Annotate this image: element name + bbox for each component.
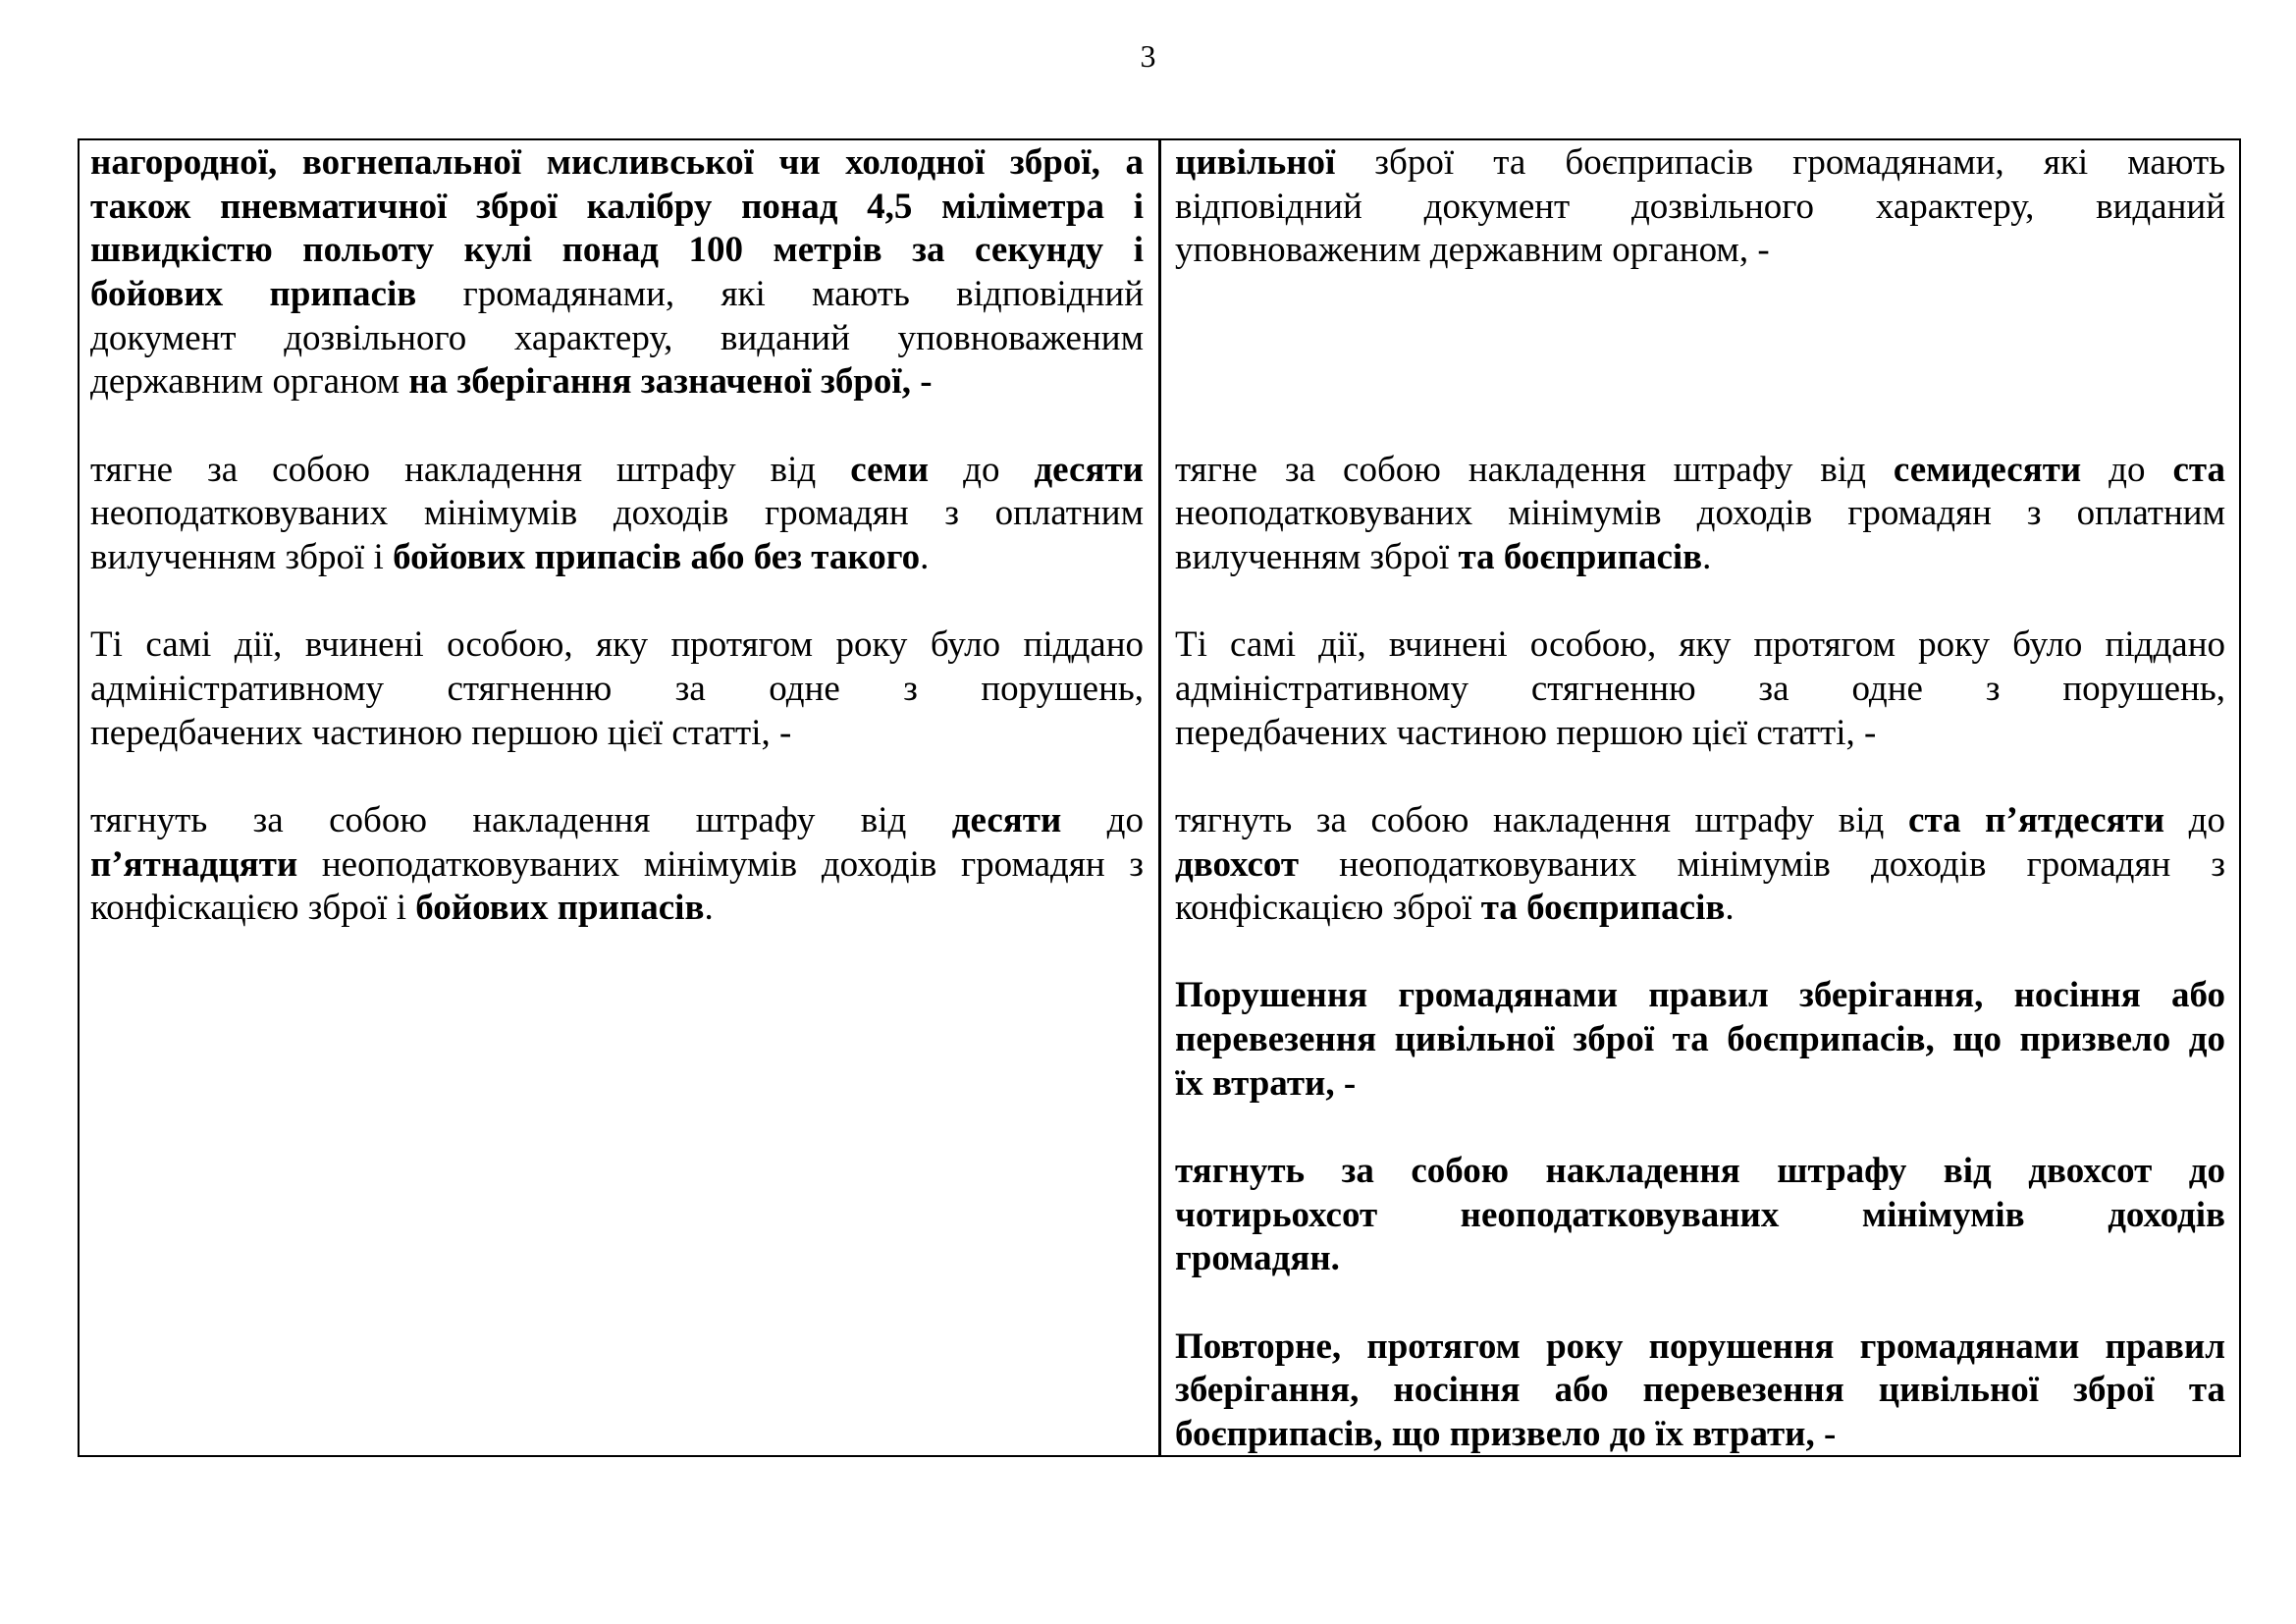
paragraph	[1175, 141, 2225, 273]
text: .	[1725, 888, 1735, 929]
bold-text: на зберігання зазначеної зброї, -	[408, 361, 933, 403]
text: адміністративному стягненню за одне з порушень,	[1175, 668, 2225, 709]
text: державним органом	[90, 361, 409, 403]
text: до	[1061, 799, 1145, 840]
text-line	[1175, 1369, 2225, 1413]
text-line	[1175, 229, 2225, 273]
text-line	[1175, 668, 2225, 712]
bold-text: семидесяти	[1893, 449, 2082, 490]
paragraph	[1175, 1150, 2225, 1281]
bold-text: бойових припасів	[415, 888, 705, 929]
text: вилученням зброї і	[90, 536, 394, 577]
text-line	[1175, 712, 2225, 756]
text-line	[1175, 449, 2225, 493]
text: .	[1702, 536, 1712, 577]
text-line	[90, 449, 1144, 493]
text-line	[1175, 186, 2225, 230]
text-line	[1175, 492, 2225, 536]
text: тягне за собою накладення штрафу від	[1175, 449, 1894, 490]
text-line	[90, 623, 1144, 668]
text-line	[90, 668, 1144, 712]
table-cell-right-column	[1175, 141, 2225, 1500]
text: відповідний документ дозвільного характеру, виданий	[1175, 186, 2225, 227]
text: тягне за собою накладення штрафу від	[90, 449, 851, 490]
text-line	[1175, 1062, 2225, 1107]
bold-text: бойових припасів або без такого	[393, 536, 921, 577]
paragraph	[90, 623, 1144, 755]
text-line	[90, 843, 1144, 888]
column-divider	[1158, 138, 1161, 1457]
text: неоподатковуваних мінімумів доходів громадян з оплатним	[1175, 493, 2225, 534]
bold-text: боєприпасів, що призвело до їх втрати, -	[1175, 1414, 1837, 1455]
table-cell-left-column	[90, 141, 1144, 974]
text-line	[90, 536, 1144, 580]
paragraph	[1175, 974, 2225, 1106]
bold-text: десяти	[951, 799, 1062, 840]
text-line	[90, 317, 1144, 361]
bold-text: цивільної	[1175, 142, 1336, 183]
text-line	[90, 712, 1144, 756]
bold-text: п’ятнадцяти	[90, 843, 298, 885]
text: Ті самі дії, вчинені особою, яку протягом року було піддано	[1175, 624, 2225, 666]
text: тягнуть за собою накладення штрафу від	[90, 799, 952, 840]
text: .	[920, 536, 930, 577]
text-line	[1175, 1018, 2225, 1062]
paragraph	[90, 799, 1144, 931]
text: адміністративному стягненню за одне з порушень,	[90, 668, 1144, 709]
text-line	[1175, 1150, 2225, 1194]
text: .	[704, 888, 714, 929]
paragraph	[1175, 799, 2225, 931]
bold-text: Повторне, протягом року порушення громадянами правил	[1175, 1326, 2225, 1367]
text-line	[90, 887, 1144, 931]
text-line	[1175, 887, 2225, 931]
text: вилученням зброї	[1175, 536, 1459, 577]
bold-text: десяти	[1034, 449, 1144, 490]
text-line	[90, 186, 1144, 230]
text: неоподатковуваних мінімумів доходів громадян з	[1299, 843, 2225, 885]
text-line	[1175, 1237, 2225, 1281]
bold-text: та боєприпасів	[1480, 888, 1726, 929]
text-line	[90, 273, 1144, 317]
bold-text: та боєприпасів	[1458, 536, 1703, 577]
text: тягнуть за собою накладення штрафу від	[1175, 799, 1909, 840]
text-line	[90, 360, 1144, 405]
bold-text: бойових припасів	[90, 273, 417, 314]
text-line	[1175, 536, 2225, 580]
bold-text: зберігання, носіння або перевезення цивільної зброї та	[1175, 1370, 2225, 1411]
text: неоподатковуваних мінімумів доходів громадян з	[297, 843, 1144, 885]
paragraph	[90, 141, 1144, 405]
bold-text: Порушення громадянами правил зберігання, носіння або	[1175, 975, 2225, 1016]
text-line	[1175, 623, 2225, 668]
bold-text: їх втрати, -	[1175, 1062, 1357, 1104]
text: неоподатковуваних мінімумів доходів громадян з оплатним	[90, 493, 1144, 534]
bold-text: чотирьохсот неоподатковуваних мінімумів доходів	[1175, 1194, 2225, 1235]
text: до	[929, 449, 1035, 490]
bold-text: швидкістю польоту кулі понад 100 метрів за секунду і	[90, 230, 1144, 271]
paragraph	[1175, 449, 2225, 580]
text: Ті самі дії, вчинені особою, яку протягом року було піддано	[90, 624, 1144, 666]
text-line	[1175, 1413, 2225, 1457]
text-line	[1175, 1326, 2225, 1370]
text-line	[90, 492, 1144, 536]
text: до	[2164, 799, 2226, 840]
text-line	[1175, 843, 2225, 888]
text-line	[1175, 1194, 2225, 1238]
bold-text: двохсот	[1175, 843, 1300, 885]
paragraph	[90, 449, 1144, 580]
text-line	[90, 799, 1144, 843]
bold-text: тягнуть за собою накладення штрафу від двохсот до	[1175, 1151, 2225, 1192]
bold-text: ста	[2172, 449, 2225, 490]
text-line	[1175, 799, 2225, 843]
text: зброї та боєприпасів громадянами, які мають	[1335, 142, 2226, 183]
text-line	[90, 229, 1144, 273]
paragraph	[1175, 1326, 2225, 1457]
paragraph	[1175, 623, 2225, 755]
text-line	[1175, 974, 2225, 1018]
text: передбачених частиною першою цієї статті, -	[1175, 712, 1877, 753]
text-line	[1175, 141, 2225, 186]
page-number: 3	[1140, 38, 1156, 74]
text: уповноваженим державним органом, -	[1175, 230, 1770, 271]
text-line	[90, 141, 1144, 186]
text: передбачених частиною першою цієї статті, -	[90, 712, 792, 753]
bold-text: семи	[850, 449, 930, 490]
text: громадянами, які мають відповідний	[416, 273, 1144, 314]
text: до	[2081, 449, 2173, 490]
text: конфіскацією зброї і	[90, 888, 416, 929]
bold-text: перевезення цивільної зброї та боєприпасів, що призвело до	[1175, 1019, 2225, 1060]
text: конфіскацією зброї	[1175, 888, 1481, 929]
bold-text: також пневматичної зброї калібру понад 4,5 міліметра і	[90, 186, 1144, 227]
text: документ дозвільного характеру, виданий уповноваженим	[90, 317, 1144, 358]
bold-text: нагородної, вогнепальної мисливської чи холодної зброї, а	[90, 142, 1144, 183]
bold-text: ста п’ятдесяти	[1908, 799, 2165, 840]
bold-text: громадян.	[1175, 1238, 1340, 1279]
